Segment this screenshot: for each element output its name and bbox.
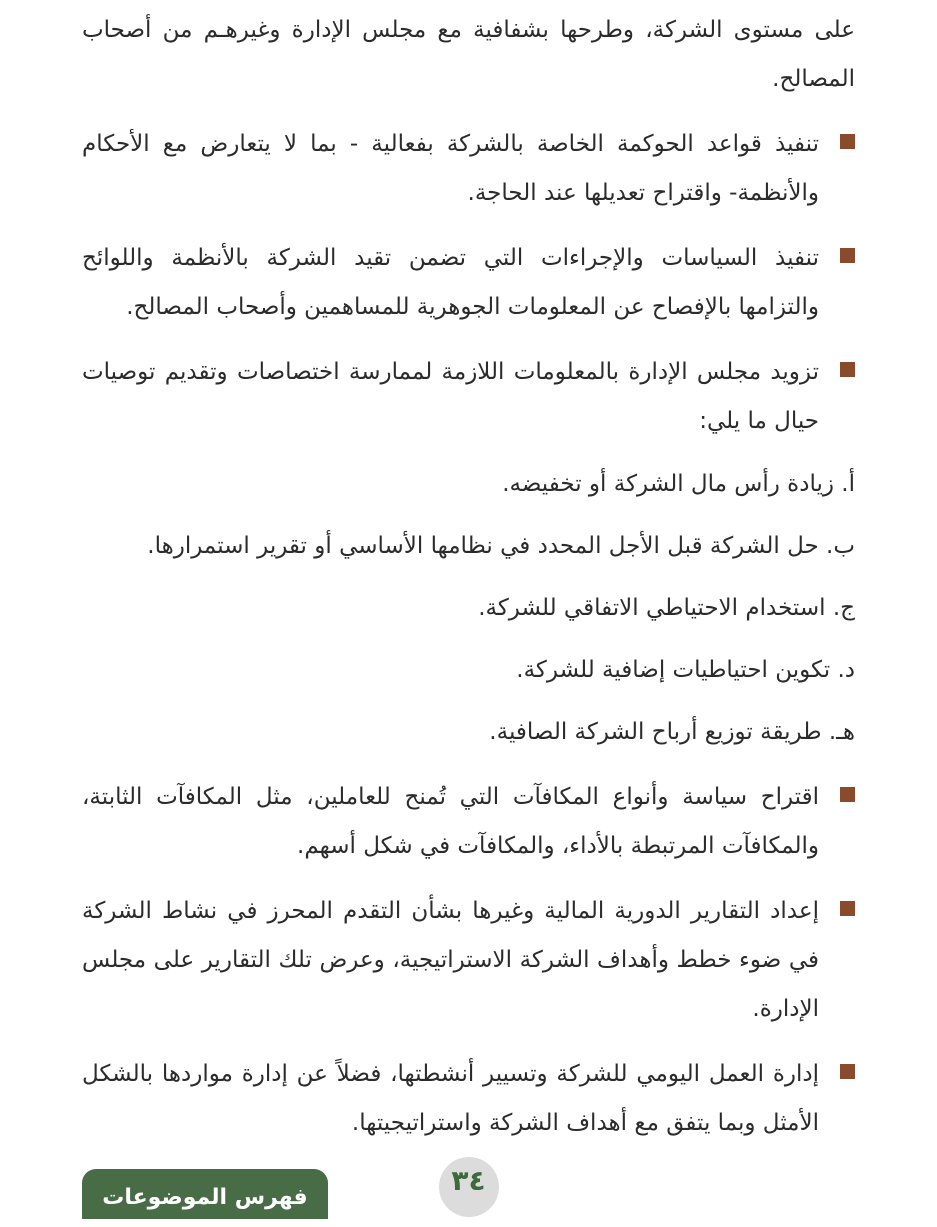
bullet-item-governance xyxy=(82,120,855,218)
square-bullet-icon xyxy=(840,134,855,149)
bullet-text: تزويد مجلس الإدارة بالمعلومات اللازمة لممارسة اختصاصات وتقديم توصيات حيال ما يلي: xyxy=(82,359,819,434)
bullet-text: تنفيذ قواعد الحوكمة الخاصة بالشركة بفعالية - بما لا يتعارض مع الأحكام والأنظمة- واقتراح تعديلها عند الحاجة. xyxy=(82,131,819,206)
bullet-text: اقتراح سياسة وأنواع المكافآت التي تُمنح للعاملين، مثل المكافآت الثابتة، والمكافآت المرتبطة بالأداء، والمكافآت في شكل أسهم. xyxy=(82,784,819,859)
bullet-item-rewards xyxy=(82,773,855,871)
square-bullet-icon xyxy=(840,248,855,263)
bullet-text: تنفيذ السياسات والإجراءات التي تضمن تقيد الشركة بالأنظمة واللوائح والتزامها بالإفصاح عن المعلومات الجوهرية للمساهمين وأصحاب المصالح. xyxy=(82,245,819,320)
square-bullet-icon xyxy=(840,1064,855,1079)
sub-item-additional-reserves: د. تكوين احتياطيات إضافية للشركة. xyxy=(516,657,855,683)
square-bullet-icon xyxy=(840,787,855,802)
page-content xyxy=(82,0,855,1148)
bullet-item-daily-management xyxy=(82,1050,855,1148)
bullet-text: إدارة العمل اليومي للشركة وتسيير أنشطتها، فضلاً عن إدارة مواردها بالشكل الأمثل وبما يتفق مع أهداف الشركة واستراتيجيتها. xyxy=(82,1061,819,1136)
bullet-item-reports xyxy=(82,887,855,1034)
page-number-badge: ٣٤ xyxy=(439,1157,499,1217)
sub-item-dissolution: ب. حل الشركة قبل الأجل المحدد في نظامها الأساسي أو تقرير استمرارها. xyxy=(147,533,855,559)
square-bullet-icon xyxy=(840,901,855,916)
sub-item-reserve-use: ج. استخدام الاحتياطي الاتفاقي للشركة. xyxy=(478,595,855,621)
continued-paragraph: على مستوى الشركة، وطرحها بشفافية مع مجلس الإدارة وغيرهـم من أصحاب المصالح. xyxy=(82,17,855,92)
square-bullet-icon xyxy=(840,362,855,377)
sub-list xyxy=(82,460,855,757)
bullet-item-board-info xyxy=(82,348,855,446)
bullet-item-policies xyxy=(82,234,855,332)
bullet-text: إعداد التقارير الدورية المالية وغيرها بشأن التقدم المحرز في نشاط الشركة في ضوء خطط وأهداف الشركة الاستراتيجية، وعرض تلك التقارير على مجلس الإدارة. xyxy=(82,898,819,1022)
sub-item-profit-distribution: هـ. طريقة توزيع أرباح الشركة الصافية. xyxy=(489,719,855,745)
table-of-contents-button[interactable]: فهرس الموضوعات xyxy=(82,1169,328,1219)
sub-item-capital: أ. زيادة رأس مال الشركة أو تخفيضه. xyxy=(502,471,855,497)
